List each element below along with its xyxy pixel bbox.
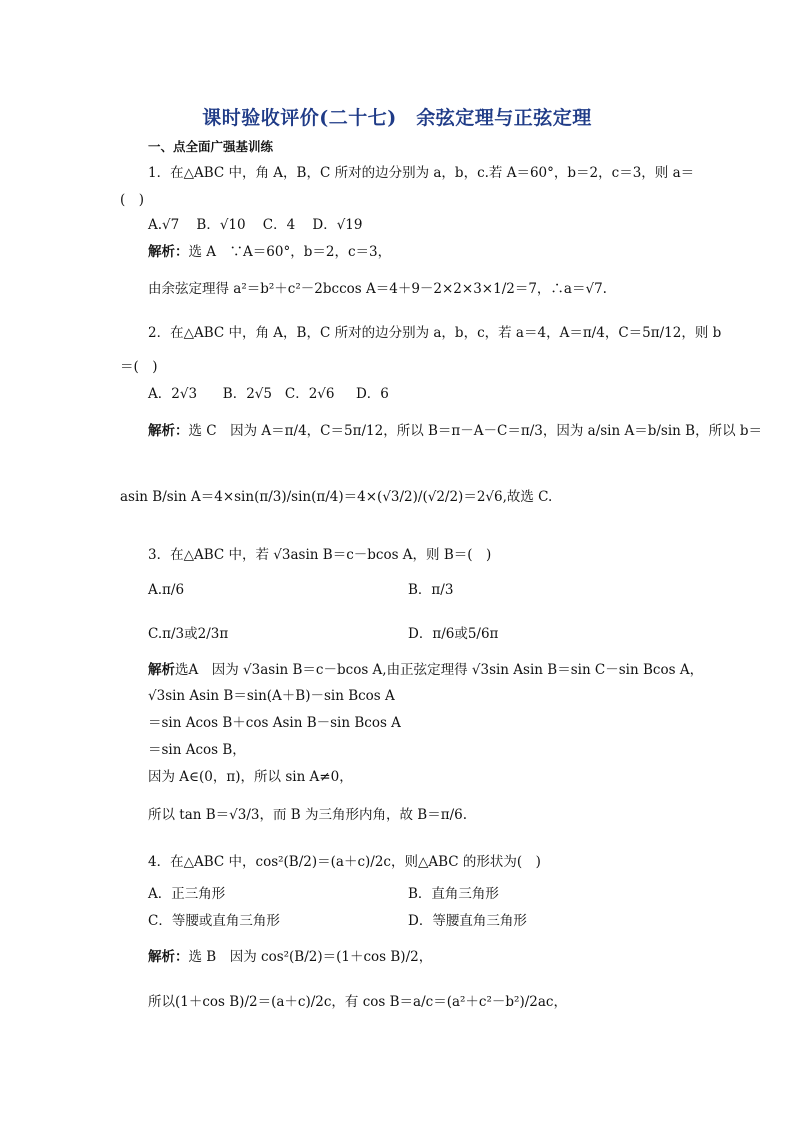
q4-analysis-head: 解析： xyxy=(148,949,189,965)
q3-analysis-head: 解析 xyxy=(148,662,175,678)
q1-option-b: B．√10 xyxy=(196,217,246,233)
q4-analysis-text1: 选 B 因为 cos²(B/2)＝(1＋cos B)/2， xyxy=(188,949,433,965)
q3-option-c: C.π/3或2/3π xyxy=(148,626,229,642)
q2-option-b: B．2√5 xyxy=(222,386,272,402)
q2-options xyxy=(148,384,389,404)
q4-option-a: A．正三角形 xyxy=(148,886,226,902)
q1-stem: 1．在△ABC 中，角 A，B，C 所对的边分别为 a，b，c.若 A＝60°，b＝2，c＝3，则 a＝ xyxy=(148,165,695,181)
q1-option-c: C．4 xyxy=(262,217,296,233)
q4-option-b: B．直角三角形 xyxy=(408,886,499,902)
q3-option-d: D．π/6或5/6π xyxy=(408,626,499,642)
q1-analysis-head: 解析： xyxy=(148,244,189,260)
q3-analysis-line2: √3sin Asin B＝sin(A＋B)－sin Bcos A xyxy=(148,688,395,704)
page-title: 课时验收评价(二十七) 余弦定理与正弦定理 xyxy=(202,107,592,129)
q3-analysis-line6: 所以 tan B＝√3/3，而 B 为三角形内角，故 B＝π/6. xyxy=(148,807,468,823)
q3-analysis-line1 xyxy=(148,660,703,680)
section-heading: 一、点全面广强基训练 xyxy=(148,139,274,154)
q2-analysis-line2: asin B/sin A＝4×sin(π/3)/sin(π/4)＝4×(√3/2)/(√2/2)＝2√6,故选 C. xyxy=(120,489,553,505)
q2-option-c: C．2√6 xyxy=(284,386,335,402)
q2-option-a: A．2√3 xyxy=(148,386,198,402)
q2-paren: ＝( ) xyxy=(120,359,158,375)
q2-stem: 2．在△ABC 中，角 A，B，C 所对的边分别为 a，b，c，若 a＝4，A＝π/4，C＝5π/12，则 b xyxy=(148,325,722,341)
q1-analysis-line1 xyxy=(148,242,391,262)
q3-option-a: A.π/6 xyxy=(148,582,185,598)
q1-option-a: A.√7 xyxy=(148,217,180,233)
q2-analysis-text1: 选 C 因为 A＝π/4，C＝5π/12，所以 B＝π－A－C＝π/3，因为 a/sin A＝b/sin B，所以 b＝ xyxy=(188,423,763,439)
q1-options xyxy=(148,215,362,235)
q1-paren: ( ) xyxy=(120,192,145,208)
q3-analysis-line4: ＝sin Acos B， xyxy=(148,742,246,758)
q2-analysis-head: 解析： xyxy=(148,423,189,439)
q1-analysis-line2: 由余弦定理得 a²＝b²＋c²－2bccos A＝4＋9－2×2×3×1/2＝7，∴a＝√7. xyxy=(148,281,607,297)
q4-stem: 4．在△ABC 中，cos²(B/2)＝(a＋c)/2c，则△ABC 的形状为( ) xyxy=(148,854,541,870)
q3-analysis-text1: 选A 因为 √3asin B＝c－bcos A,由正弦定理得 √3sin Asin B＝sin C－sin Bcos A， xyxy=(175,662,704,678)
q2-analysis-line1 xyxy=(148,421,762,441)
q4-option-d: D．等腰直角三角形 xyxy=(408,913,527,929)
q3-analysis-line5: 因为 A∈(0，π)，所以 sin A≠0， xyxy=(148,769,353,785)
q3-option-b: B．π/3 xyxy=(408,582,454,598)
q2-option-d: D．6 xyxy=(355,386,389,402)
q1-option-d: D．√19 xyxy=(312,217,363,233)
q4-analysis-line1 xyxy=(148,947,432,967)
q4-option-c: C．等腰或直角三角形 xyxy=(148,913,280,929)
q3-stem: 3．在△ABC 中，若 √3asin B＝c－bcos A，则 B＝( ) xyxy=(148,547,492,563)
q1-analysis-text1: 选 A ∵A＝60°，b＝2，c＝3， xyxy=(188,244,392,260)
q4-analysis-line2: 所以(1＋cos B)/2＝(a＋c)/2c，有 cos B＝a/c＝(a²＋c²－b²)/2ac， xyxy=(148,994,567,1010)
q3-analysis-line3: ＝sin Acos B＋cos Asin B－sin Bcos A xyxy=(148,715,401,731)
